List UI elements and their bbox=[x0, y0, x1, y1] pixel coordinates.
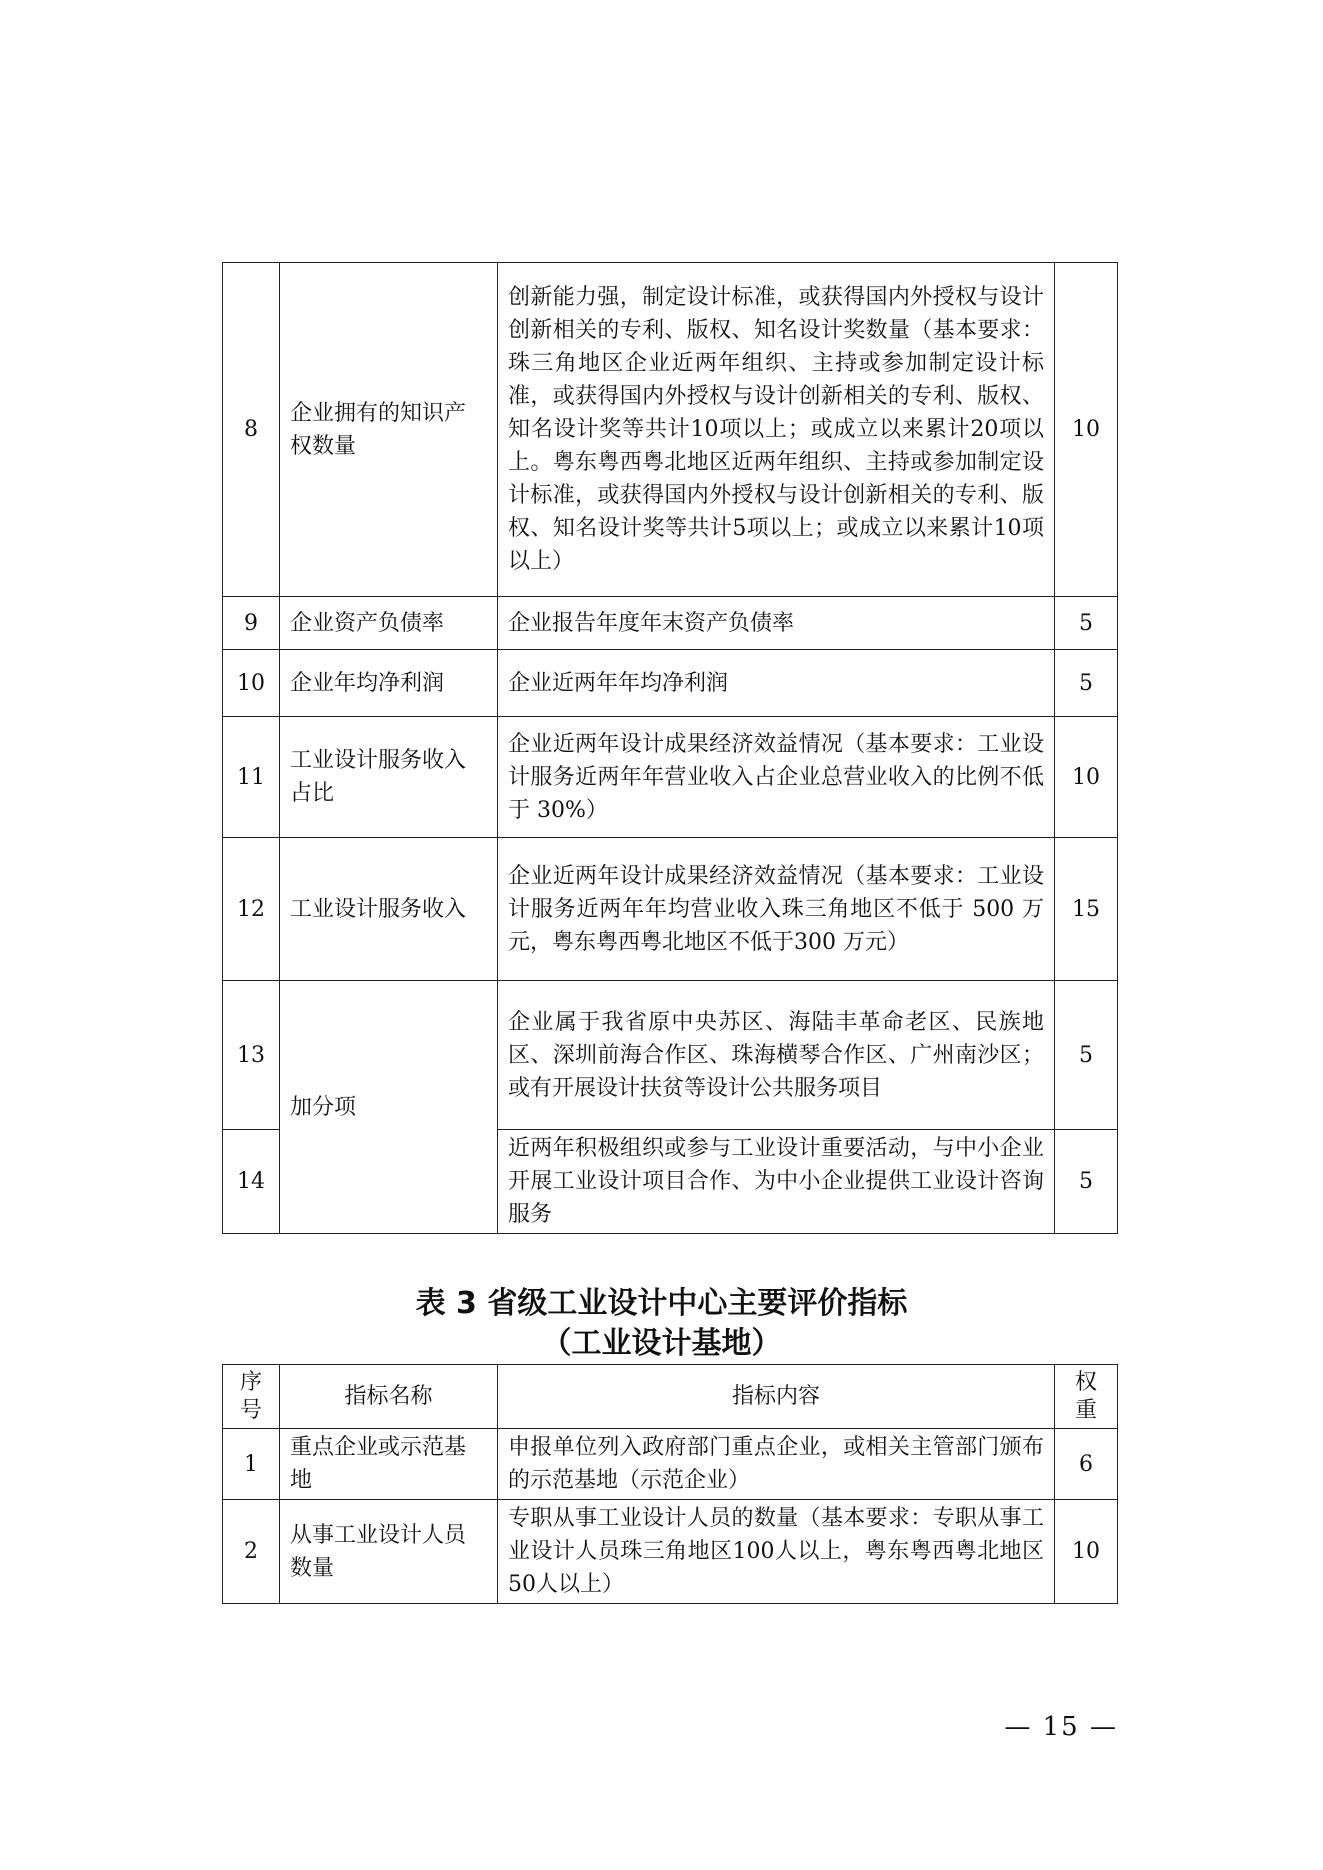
indicator-content: 专职从事工业设计人员的数量（基本要求：专职从事工业设计人员珠三角地区100人以上，粤东粤西粤北地区50人以上） bbox=[498, 1500, 1055, 1604]
table-header-row bbox=[223, 1365, 1118, 1429]
bonus-indicator-name: 加分项 bbox=[280, 981, 498, 1234]
table-row bbox=[223, 981, 1118, 1130]
indicator-weight: 5 bbox=[1055, 597, 1118, 650]
row-number: 8 bbox=[223, 263, 280, 597]
indicator-weight: 10 bbox=[1055, 717, 1118, 838]
indicator-weight: 5 bbox=[1055, 650, 1118, 717]
table-row bbox=[223, 597, 1118, 650]
table-row bbox=[223, 1429, 1118, 1500]
table-row bbox=[223, 263, 1118, 597]
indicator-content: 企业近两年设计成果经济效益情况（基本要求：工业设计服务近两年年营业收入占企业总营业收入的比例不低于 30%） bbox=[498, 717, 1055, 838]
indicator-content: 企业属于我省原中央苏区、海陆丰革命老区、民族地区、深圳前海合作区、珠海横琴合作区、广州南沙区；或有开展设计扶贫等设计公共服务项目 bbox=[498, 981, 1055, 1130]
header-name: 指标名称 bbox=[280, 1365, 498, 1429]
indicator-content: 申报单位列入政府部门重点企业，或相关主管部门颁布的示范基地（示范企业） bbox=[498, 1429, 1055, 1500]
evaluation-table-continued bbox=[222, 262, 1118, 1234]
row-number: 11 bbox=[223, 717, 280, 838]
indicator-name: 企业资产负债率 bbox=[280, 597, 498, 650]
table3-subtitle: （工业设计基地） bbox=[541, 1326, 782, 1361]
row-number: 9 bbox=[223, 597, 280, 650]
indicator-content: 创新能力强，制定设计标准，或获得国内外授权与设计创新相关的专利、版权、知名设计奖数量（基本要求：珠三角地区企业近两年组织、主持或参加制定设计标准，或获得国内外授权与设计创新相关的专利、版权、知名设计奖等共计10项以上；或成立以来累计20项以上。粤东粤西粤北地区近两年组织、主持或参加制定设计标准，或获得国内外授权与设计创新相关的专利、版权、知名设计奖等共计5项以上；或成立以来累计10项以上） bbox=[498, 263, 1055, 597]
header-weight: 权重 bbox=[1055, 1365, 1118, 1429]
row-number: 12 bbox=[223, 838, 280, 981]
page-number: — 15 — bbox=[1004, 1712, 1118, 1742]
indicator-weight: 5 bbox=[1055, 1130, 1118, 1234]
row-number: 14 bbox=[223, 1130, 280, 1234]
table-row bbox=[223, 1500, 1118, 1604]
indicator-weight: 10 bbox=[1055, 263, 1118, 597]
header-content: 指标内容 bbox=[498, 1365, 1055, 1429]
indicator-weight: 5 bbox=[1055, 981, 1118, 1130]
header-number: 序号 bbox=[223, 1365, 280, 1429]
row-number: 1 bbox=[223, 1429, 280, 1500]
table-row bbox=[223, 650, 1118, 717]
indicator-name: 企业年均净利润 bbox=[280, 650, 498, 717]
table-row bbox=[223, 717, 1118, 838]
row-number: 10 bbox=[223, 650, 280, 717]
indicator-name: 工业设计服务收入 bbox=[280, 838, 498, 981]
indicator-weight: 10 bbox=[1055, 1500, 1118, 1604]
indicator-content: 企业近两年年均净利润 bbox=[498, 650, 1055, 717]
row-number: 2 bbox=[223, 1500, 280, 1604]
indicator-name: 企业拥有的知识产权数量 bbox=[280, 263, 498, 597]
indicator-weight: 15 bbox=[1055, 838, 1118, 981]
indicator-content: 近两年积极组织或参与工业设计重要活动，与中小企业开展工业设计项目合作、为中小企业提供工业设计咨询服务 bbox=[498, 1130, 1055, 1234]
row-number: 13 bbox=[223, 981, 280, 1130]
indicator-content: 企业报告年度年末资产负债率 bbox=[498, 597, 1055, 650]
indicator-content: 企业近两年设计成果经济效益情况（基本要求：工业设计服务近两年年均营业收入珠三角地区不低于 500 万元，粤东粤西粤北地区不低于300 万元） bbox=[498, 838, 1055, 981]
indicator-name: 重点企业或示范基地 bbox=[280, 1429, 498, 1500]
indicator-weight: 6 bbox=[1055, 1429, 1118, 1500]
evaluation-table-3 bbox=[222, 1364, 1118, 1604]
indicator-name: 从事工业设计人员数量 bbox=[280, 1500, 498, 1604]
indicator-name: 工业设计服务收入占比 bbox=[280, 717, 498, 838]
table-row bbox=[223, 838, 1118, 981]
table3-title: 表 3 省级工业设计中心主要评价指标 bbox=[415, 1286, 908, 1321]
